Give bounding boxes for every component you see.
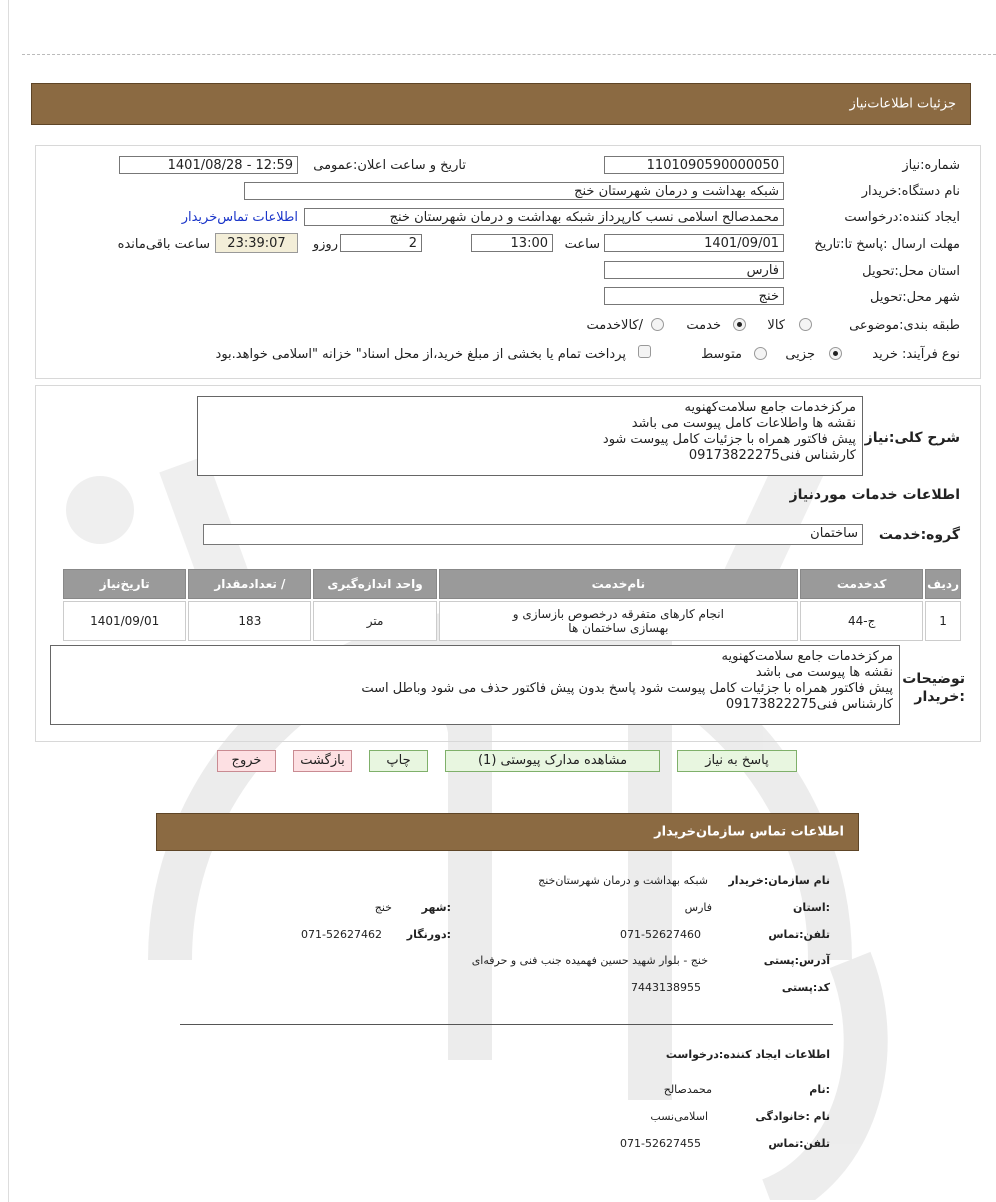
- contact-phone-label: تلفن:تماس: [768, 928, 830, 941]
- contact-header-bar: [156, 813, 859, 851]
- deadline-time-label: ساعت: [564, 237, 600, 252]
- print-button[interactable]: چاپ: [369, 750, 428, 772]
- days-field[interactable]: 2: [340, 234, 422, 252]
- creator-phone-value: 071-52627455: [620, 1137, 701, 1150]
- buyer-org-field[interactable]: شبکه بهداشت و درمان شهرستان خنج: [244, 182, 784, 200]
- service-group-label: گروه:خدمت: [878, 527, 960, 543]
- buyer-contact-link[interactable]: اطلاعات تماس‌خریدار: [181, 210, 298, 225]
- col-header-date: تاریخ‌نیاز: [63, 569, 186, 599]
- service-group-field[interactable]: ساختمان: [203, 524, 863, 545]
- contact-org-label: نام سازمان:خریدار: [728, 874, 830, 887]
- cell-name: [439, 601, 799, 641]
- cell-code: ج-44: [800, 601, 923, 641]
- process-partial-radio[interactable]: [829, 347, 842, 360]
- buyer-notes-label: [902, 670, 965, 706]
- deadline-label: مهلت ارسال :پاسخ تا:تاریخ: [814, 237, 960, 252]
- contact-province-label: :استان: [793, 901, 830, 914]
- deadline-date-field[interactable]: 1401/09/01: [604, 234, 784, 252]
- view-attachments-button[interactable]: مشاهده مدارک پیوستی (1): [445, 750, 660, 772]
- creator-info-title: اطلاعات ایجاد کننده:درخواست: [665, 1048, 830, 1061]
- process-medium-radio[interactable]: [754, 347, 767, 360]
- back-button[interactable]: بازگشت: [293, 750, 352, 772]
- col-header-name: نام‌خدمت: [439, 569, 799, 599]
- deadline-time-field[interactable]: 13:00: [471, 234, 553, 252]
- province-label: استان محل:تحویل: [862, 264, 960, 279]
- cell-name-line: بهسازی ساختمان ها: [568, 621, 669, 635]
- page-header-bar: [31, 83, 971, 125]
- contact-org-value: شبکه بهداشت و درمان شهرستان‌خنج: [538, 874, 708, 887]
- need-number-field[interactable]: 1101090590000050: [604, 156, 784, 174]
- col-header-unit: واحد اندازه‌گیری: [313, 569, 436, 599]
- summary-line: نقشه ها واطلاعات کامل پیوست می باشد: [631, 416, 856, 431]
- top-dashed-divider: [22, 54, 996, 55]
- left-border-line: [8, 0, 9, 1202]
- buyer-notes-label-line: توضیحات: [902, 671, 965, 687]
- services-table: [61, 567, 963, 643]
- need-number-label: شماره:نیاز: [902, 158, 960, 173]
- creator-family-label: نام :خانوادگی: [755, 1110, 830, 1123]
- cell-date: 1401/09/01: [63, 601, 186, 641]
- buyer-notes-box: [50, 645, 900, 725]
- process-medium-text: متوسط: [701, 347, 742, 362]
- reply-button[interactable]: پاسخ به نیاز: [677, 750, 797, 772]
- contact-address-label: آدرس:پستی: [763, 954, 830, 967]
- buyer-note-line: نقشه ها پیوست می باشد: [755, 665, 893, 680]
- remaining-time-badge: 23:39:07: [215, 233, 298, 253]
- category-service-radio[interactable]: [733, 318, 746, 331]
- category-goods-radio[interactable]: [799, 318, 812, 331]
- contact-divider: [180, 1024, 833, 1025]
- creator-label: ایجاد کننده:درخواست: [844, 210, 960, 225]
- contact-fax-value: 071-52627462: [301, 928, 382, 941]
- contact-address-value: خنج - بلوار شهید حسین فهمیده جنب فنی و حرفه‌ای: [471, 954, 708, 967]
- creator-phone-label: تلفن:تماس: [768, 1137, 830, 1150]
- services-section-title: اطلاعات خدمات موردنیاز: [789, 487, 960, 503]
- remaining-label: ساعت باقی‌مانده: [117, 237, 210, 252]
- summary-line: پیش فاکتور همراه با جزئیات کامل پیوست شود: [602, 432, 856, 447]
- col-header-index: ردیف: [925, 569, 961, 599]
- days-label: روزو: [312, 237, 338, 252]
- cell-name-line: انجام کارهای متفرقه درخصوص بازسازی و: [512, 607, 724, 621]
- buyer-org-label: نام دستگاه:خریدار: [861, 184, 960, 199]
- process-partial-text: جزیی: [785, 347, 815, 362]
- cell-qty: 183: [188, 601, 311, 641]
- treasury-payment-checkbox[interactable]: [638, 345, 651, 358]
- category-service-text: خدمت: [686, 318, 721, 333]
- need-info-panel: [35, 145, 981, 379]
- buyer-note-line: مرکزخدمات جامع سلامت‌کهنویه: [721, 649, 893, 664]
- creator-field[interactable]: محمدصالح اسلامی نسب کارپرداز شبکه بهداشت و درمان شهرستان خنج: [304, 208, 784, 226]
- category-goods-service-text: /کالاخدمت: [586, 318, 643, 333]
- creator-name-label: :نام: [809, 1083, 830, 1096]
- process-label: نوع فرآیند: خرید: [872, 347, 960, 362]
- exit-button[interactable]: خروج: [217, 750, 276, 772]
- category-goods-service-radio[interactable]: [651, 318, 664, 331]
- table-row: [63, 601, 961, 641]
- category-label: طبقه بندی:موضوعی: [849, 318, 960, 333]
- buyer-notes-label-line: :خریدار: [914, 689, 965, 705]
- summary-label: شرح کلی:نیاز: [864, 430, 960, 446]
- col-header-qty: / تعدادمقدار: [188, 569, 311, 599]
- contact-city-label: :شهر: [421, 901, 451, 914]
- cell-unit: متر: [313, 601, 436, 641]
- creator-family-value: اسلامی‌نسب: [650, 1110, 708, 1123]
- contact-postal-value: 7443138955: [631, 981, 701, 994]
- cell-index: 1: [925, 601, 961, 641]
- city-label: شهر محل:تحویل: [870, 290, 960, 305]
- contact-header-title: اطلاعات تماس سازمان‌خریدار: [654, 824, 844, 840]
- announce-datetime-field[interactable]: 1401/08/28 - 12:59: [119, 156, 298, 174]
- page-header-title: جزئیات اطلاعات‌نیاز: [849, 96, 956, 112]
- announce-label: تاریخ و ساعت اعلان:عمومی: [313, 158, 466, 173]
- buyer-note-line: کارشناس فنی09173822275: [725, 697, 893, 712]
- buyer-note-line: پیش فاکتور همراه با جزئیات کامل پیوست شود پاسخ بدون پیش فاکتور حذف می شود وباطل است: [361, 681, 893, 696]
- summary-line: مرکزخدمات جامع سلامت‌کهنویه: [684, 400, 856, 415]
- contact-phone-value: 071-52627460: [620, 928, 701, 941]
- category-goods-text: کالا: [767, 318, 785, 333]
- contact-fax-label: :دورنگار: [406, 928, 451, 941]
- contact-city-value: خنج: [374, 901, 392, 914]
- contact-postal-label: کد:پستی: [781, 981, 830, 994]
- treasury-payment-note: پرداخت تمام یا بخشی از مبلغ خرید،از محل اسناد" خزانه "اسلامی خواهد.بود: [215, 347, 626, 362]
- contact-province-value: فارس: [684, 901, 712, 914]
- province-field[interactable]: فارس: [604, 261, 784, 279]
- city-field[interactable]: خنج: [604, 287, 784, 305]
- col-header-code: کدخدمت: [800, 569, 923, 599]
- summary-description-box: [197, 396, 863, 476]
- creator-name-value: محمدصالح: [663, 1083, 712, 1096]
- summary-line: کارشناس فنی09173822275: [688, 448, 856, 463]
